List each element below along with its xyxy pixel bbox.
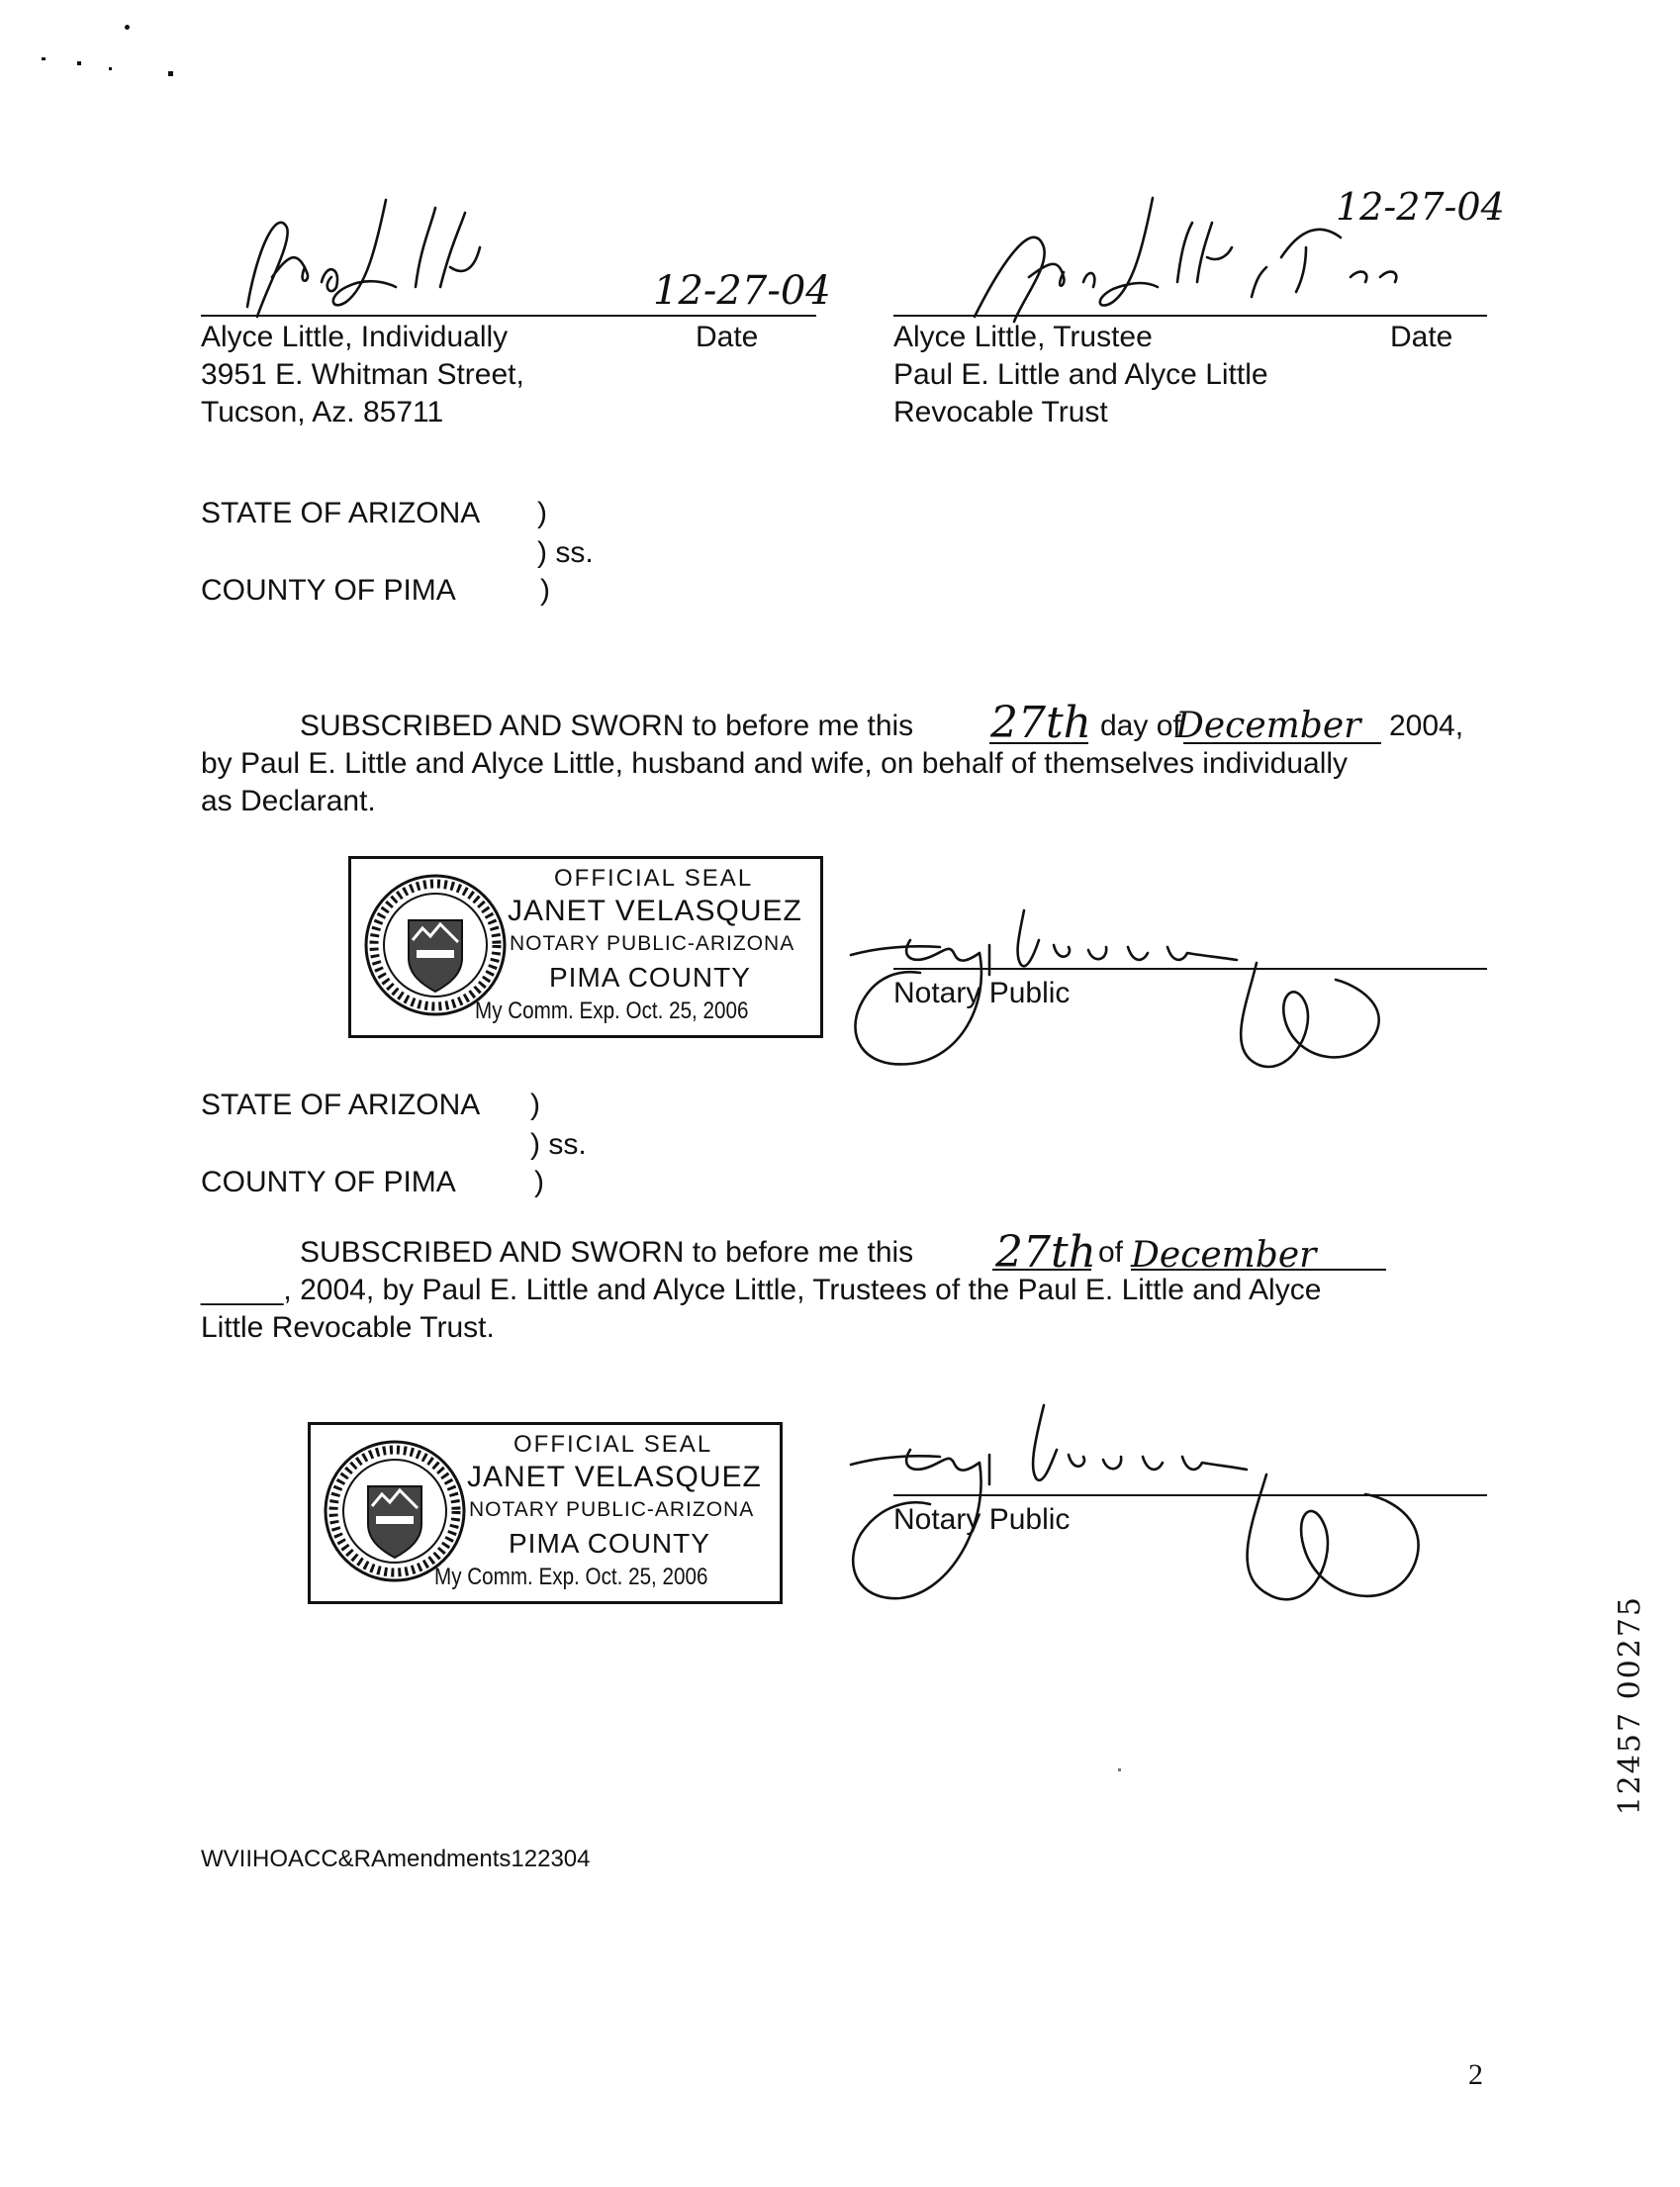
seal-notary-name: JANET VELASQUEZ [508, 895, 802, 927]
page-number: 2 [1468, 2058, 1483, 2091]
jurat2-line-1a: SUBSCRIBED AND SWORN to before me this [300, 1236, 914, 1269]
seal-commission-expiry: My Comm. Exp. Oct. 25, 2006 [475, 998, 749, 1024]
signature-line-left [201, 315, 816, 317]
scan-speck [125, 25, 130, 30]
venue-paren: ) [537, 497, 547, 529]
trust-name-line-1: Paul E. Little and Alyce Little [893, 358, 1268, 391]
notary-signature-line [893, 968, 1487, 970]
notary-public-label: Notary Public [893, 977, 1071, 1009]
notary-signature-line [893, 1494, 1487, 1496]
notary-seal [348, 856, 823, 1038]
scan-speck [77, 61, 81, 65]
seal-commission-expiry: My Comm. Exp. Oct. 25, 2006 [434, 1564, 708, 1590]
scan-speck [42, 57, 46, 60]
jurat2-line-2: _____, 2004, by Paul E. Little and Alyce Little, Trustees of the Paul E. Little and Alyce [201, 1274, 1322, 1306]
signature-line-right [893, 315, 1487, 317]
venue-paren: ) [534, 1166, 544, 1198]
seal-county: PIMA COUNTY [549, 962, 751, 993]
notary-public-label: Notary Public [893, 1503, 1071, 1536]
document-file-id: WVIIHOACC&RAmendments122304 [201, 1846, 591, 1872]
jurat-line-3: as Declarant. [201, 785, 376, 817]
notary-seal [308, 1422, 783, 1604]
venue-paren: ) [530, 1089, 540, 1121]
trust-name-line-2: Revocable Trust [893, 396, 1108, 428]
svg-text:27th: 27th [990, 698, 1092, 748]
venue-ss: ) ss. [530, 1128, 587, 1161]
address-line-1: 3951 E. Whitman Street, [201, 358, 524, 391]
jurat2-line-3: Little Revocable Trust. [201, 1311, 495, 1344]
svg-text:12-27-04: 12-27-04 [653, 268, 831, 314]
jurat2-line-1b: of [1098, 1236, 1124, 1269]
venue-ss: ) ss. [537, 536, 594, 569]
svg-text:27th: 27th [995, 1227, 1097, 1278]
scan-speck [168, 71, 173, 76]
handwritten-day [984, 658, 1123, 747]
address-line-2: Tucson, Az. 85711 [201, 396, 444, 428]
seal-notary-title: NOTARY PUBLIC-ARIZONA [469, 1498, 755, 1521]
scan-speck [109, 67, 112, 70]
seal-heading: OFFICIAL SEAL [554, 865, 754, 892]
venue-county: COUNTY OF PIMA [201, 1166, 456, 1198]
jurat-line-1b: day of [1100, 710, 1181, 742]
handwritten-date-left [653, 262, 851, 322]
seal-heading: OFFICIAL SEAL [513, 1431, 713, 1458]
signature-alyce-little-trustee [965, 185, 1505, 327]
scan-speck [1118, 1768, 1121, 1771]
svg-text:December: December [1175, 706, 1361, 746]
svg-text:December: December [1131, 1235, 1317, 1276]
jurat-line-1a: SUBSCRIBED AND SWORN to before me this [300, 710, 914, 742]
handwritten-month [1167, 668, 1405, 747]
signer-name-trustee: Alyce Little, Trustee [893, 321, 1153, 353]
seal-notary-name: JANET VELASQUEZ [467, 1461, 762, 1493]
date-label-right: Date [1390, 321, 1453, 353]
handwritten-day-2 [989, 1188, 1128, 1277]
date-label-left: Date [696, 321, 759, 353]
signature-alyce-little-individual [228, 188, 544, 327]
jurat-line-2: by Paul E. Little and Alyce Little, husband and wife, on behalf of themselves individually [201, 747, 1349, 780]
handwritten-month-2 [1123, 1197, 1380, 1277]
signer-name-individual: Alyce Little, Individually [201, 321, 509, 353]
venue-county: COUNTY OF PIMA [201, 574, 456, 607]
seal-notary-title: NOTARY PUBLIC-ARIZONA [510, 932, 795, 955]
jurat-line-1c: 2004, [1389, 710, 1464, 742]
recording-stamp: 12457 00275 [1613, 1595, 1647, 1816]
venue-paren: ) [540, 574, 550, 607]
seal-county: PIMA COUNTY [509, 1528, 710, 1559]
svg-text:12-27-04: 12-27-04 [1336, 185, 1505, 229]
venue-state: STATE OF ARIZONA [201, 497, 481, 529]
venue-state: STATE OF ARIZONA [201, 1089, 481, 1121]
